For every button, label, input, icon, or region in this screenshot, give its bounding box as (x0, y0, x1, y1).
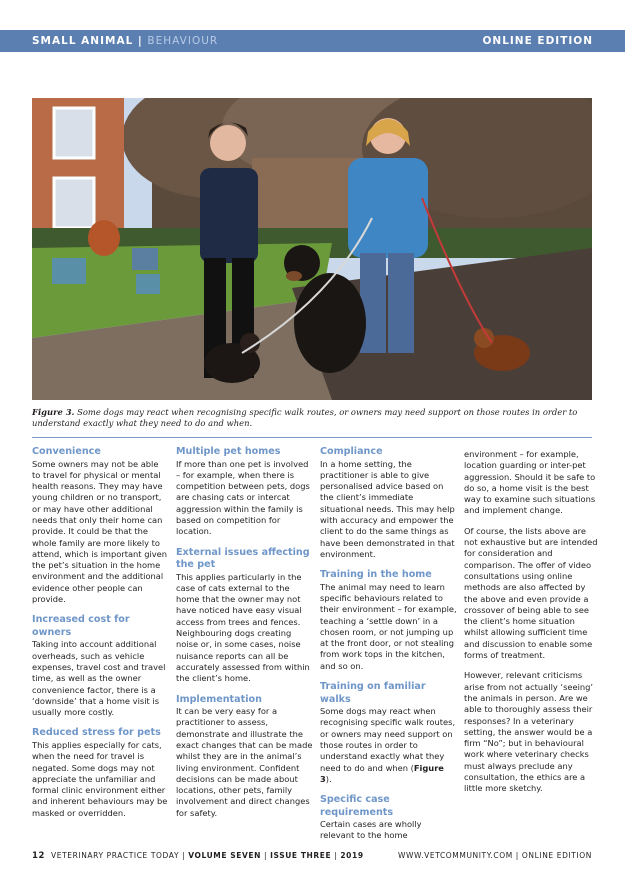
page-number: 12 (32, 851, 46, 861)
figure-caption (32, 407, 592, 429)
paragraph-lists: Of course, the lists above are not exhaustive but are intended for consideration and comparison. The offer of video consultations using online methods are also affected by the above and even provide a crossover of being able to see the client’s home situation whilst allowing sufficient time and discussion to enable some forms of treatment. (464, 525, 598, 661)
paragraph-external-issues: This applies particularly in the case of cats external to the home that the owner may not have noticed have easy visual access from trees and fences. Neighbouring dogs creating noise or, in some cases, noise nuisance reports can all be accurately assessed from within the client’s home. (176, 571, 310, 684)
website-link[interactable]: WWW.VETCOMMUNITY.COM (397, 851, 513, 860)
year-label: 2019 (340, 851, 364, 860)
heading-training-walks: Training on familiar walks (320, 681, 426, 705)
subsection-name: BEHAVIOUR (147, 35, 219, 47)
column-3 (320, 446, 457, 851)
section-label (32, 35, 218, 47)
training-walks-close: ). (325, 773, 332, 784)
figure-3-reference: Figure 3 (320, 762, 444, 784)
heading-training-home: Training in the home (320, 569, 432, 581)
paragraph-increased-cost: Taking into account additional overheads, such as vehicle expenses, travel cost and travel time, as well as the owner convenience factor, there is a ‘downside’ that a home visit is usually more costly. (32, 639, 166, 718)
paragraph-environment: environment – for example, location guarding or inter-pet aggression. Should it be safe to do so, a home visit is the best way to examine such situations and implement change. (464, 449, 596, 516)
edition-label: ONLINE EDITION (482, 35, 593, 47)
footer-edition: ONLINE EDITION (521, 851, 592, 860)
figure-caption-text: Some dogs may react when recognising specific walk routes, or owners may need support on those routes in order to understand exactly what they need to do and when. (32, 407, 578, 428)
paragraph-multiple-pet-homes: If more than one pet is involved – for example, when there is competition between pets, dogs are chasing cats or intercat aggression within the family is based on competition for location. (176, 458, 310, 537)
figure-label: Figure 3. (32, 407, 75, 417)
heading-implementation: Implementation (176, 693, 262, 705)
paragraph-specific-case: Certain cases are wholly relevant to the home (320, 819, 422, 841)
paragraph-implementation: It can be very easy for a practitioner to assess, demonstrate and illustrate the exact changes that can be made whilst they are in the animal’s living environment. Confident decisions can be made about locations, other pets, family involvement and direct changes for safety. (176, 706, 313, 818)
heading-specific-case: Specific case requirements (320, 794, 394, 818)
paragraph-training-home: The animal may need to learn specific behaviours related to their environment – for example, teaching a ‘settle down’ in a chosen room, or not jumping up at the front door, or not stealing from work tops in the kitchen, and so on. (320, 581, 457, 671)
heading-external-issues: External issues affecting the pet (176, 546, 310, 571)
footer-separator: | (182, 851, 186, 860)
heading-compliance: Compliance (320, 446, 383, 457)
paragraph-reduced-stress: This applies especially for cats, when the need for travel is negated. Some dogs may not appreciate the unfamiliar and formal clinic environment either and inherent behaviours may be masked or overridden. (32, 739, 168, 818)
column-2 (176, 446, 313, 828)
paragraph-convenience: Some owners may not be able to travel for physical or mental health reasons. They may have young children or no transport, or may have other additional needs that only their home can provide. It could be that the whole family are more likely to attend, which is important given the pet’s situation in the home environment and the additional evidence other people can provide. (32, 458, 168, 605)
footer-separator: | (334, 851, 338, 860)
section-header-bar (0, 30, 625, 52)
footer-publication-info (32, 851, 364, 861)
column-1 (32, 446, 169, 828)
heading-increased-cost: Increased cost for owners (32, 614, 130, 638)
volume-label: VOLUME SEVEN (188, 851, 262, 860)
heading-multiple-pet-homes: Multiple pet homes (176, 446, 281, 457)
section-separator: | (137, 35, 143, 47)
paragraph-compliance: In a home setting, the practitioner is able to give personalised advice based on the client’s immediate situational needs. This may help with accuracy and empower the client to do the same things as have been demonstrated in that environment. (320, 458, 455, 559)
footer-separator: | (515, 851, 519, 860)
footer-separator: | (264, 851, 268, 860)
footer-website-info (398, 851, 592, 860)
section-name: SMALL ANIMAL (32, 35, 134, 47)
paragraph-training-walks (320, 706, 457, 785)
paragraph-criticisms: However, relevant criticisms arise from not actually ‘seeing’ the animals in person. Are we able to thoroughly assess their responses? In a veterinary setting, the answer would be a firm “No”; but in behavioural work where veterinary checks must always preclude any consultation, the ethics are a little more sketchy. (464, 670, 594, 794)
heading-reduced-stress: Reduced stress for pets (32, 727, 161, 739)
figure-3-photo (32, 98, 592, 400)
heading-convenience: Convenience (32, 446, 101, 457)
training-walks-text: Some dogs may react when recognising specific walk routes, or owners may need support on those routes in order to understand exactly what they need to do and when ( (320, 706, 456, 773)
column-4 (464, 449, 601, 804)
publication-name: VETERINARY PRACTICE TODAY (51, 851, 180, 860)
caption-divider (32, 437, 592, 438)
issue-label: ISSUE THREE (270, 851, 332, 860)
